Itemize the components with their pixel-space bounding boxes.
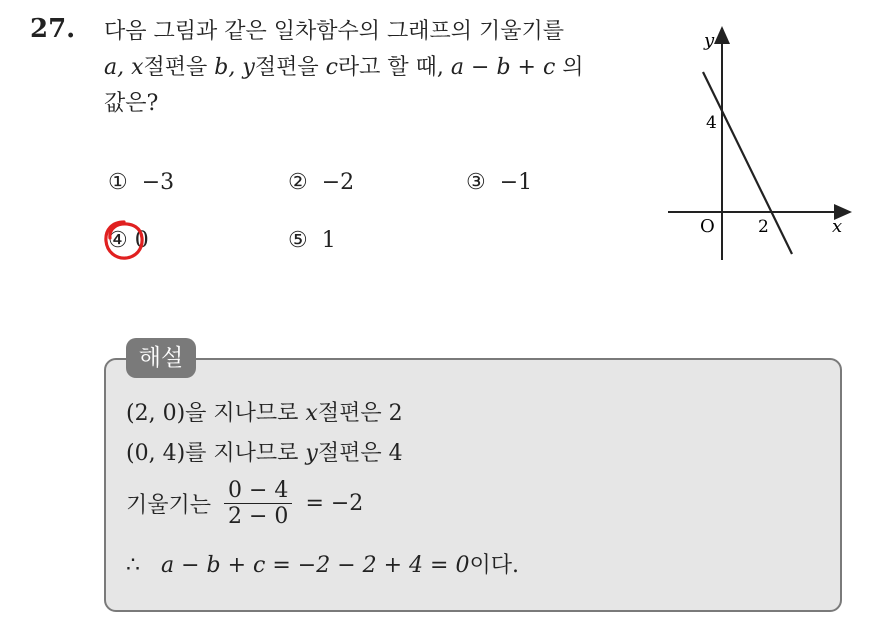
question-number: 27. — [30, 14, 76, 44]
y-axis-label: y — [704, 30, 715, 51]
answer-selection-marker — [102, 218, 146, 262]
choice-4[interactable]: ④ 0 — [108, 228, 149, 253]
solution-tab: 해설 — [126, 338, 196, 378]
solution-line-2: (0, 4)를 지나므로 y절편은 4 — [126, 441, 403, 466]
choice-1[interactable]: ① −3 — [108, 170, 175, 195]
question-line-1: 다음 그림과 같은 일차함수의 그래프의 기울기를 — [104, 19, 565, 44]
linear-function-graph — [660, 22, 860, 272]
question-line-3: 값은? — [104, 91, 159, 116]
choice-3[interactable]: ③ −1 — [466, 170, 533, 195]
question-line-2: a, x절편을 b, y절편을 c라고 할 때, a − b + c 의 — [104, 55, 584, 80]
solution-line-1: (2, 0)을 지나므로 x절편은 2 — [126, 401, 403, 426]
question-text — [104, 14, 644, 122]
x-intercept-label: 2 — [758, 217, 769, 237]
x-axis-label: x — [832, 216, 843, 237]
choice-2[interactable]: ② −2 — [288, 170, 355, 195]
solution-line-3: 기울기는 $\frac{0 - 4}{2 - 0}$ = −2 — [126, 478, 364, 529]
choice-5[interactable]: ⑤ 1 — [288, 228, 336, 253]
solution-line-4: ∴ a − b + c = −2 − 2 + 4 = 0이다. — [126, 553, 519, 578]
y-intercept-label: 4 — [706, 113, 717, 133]
origin-label: O — [700, 216, 715, 237]
slope-fraction: $\frac{0 - 4}{2 - 0}$ — [224, 478, 292, 529]
function-line — [703, 72, 792, 254]
